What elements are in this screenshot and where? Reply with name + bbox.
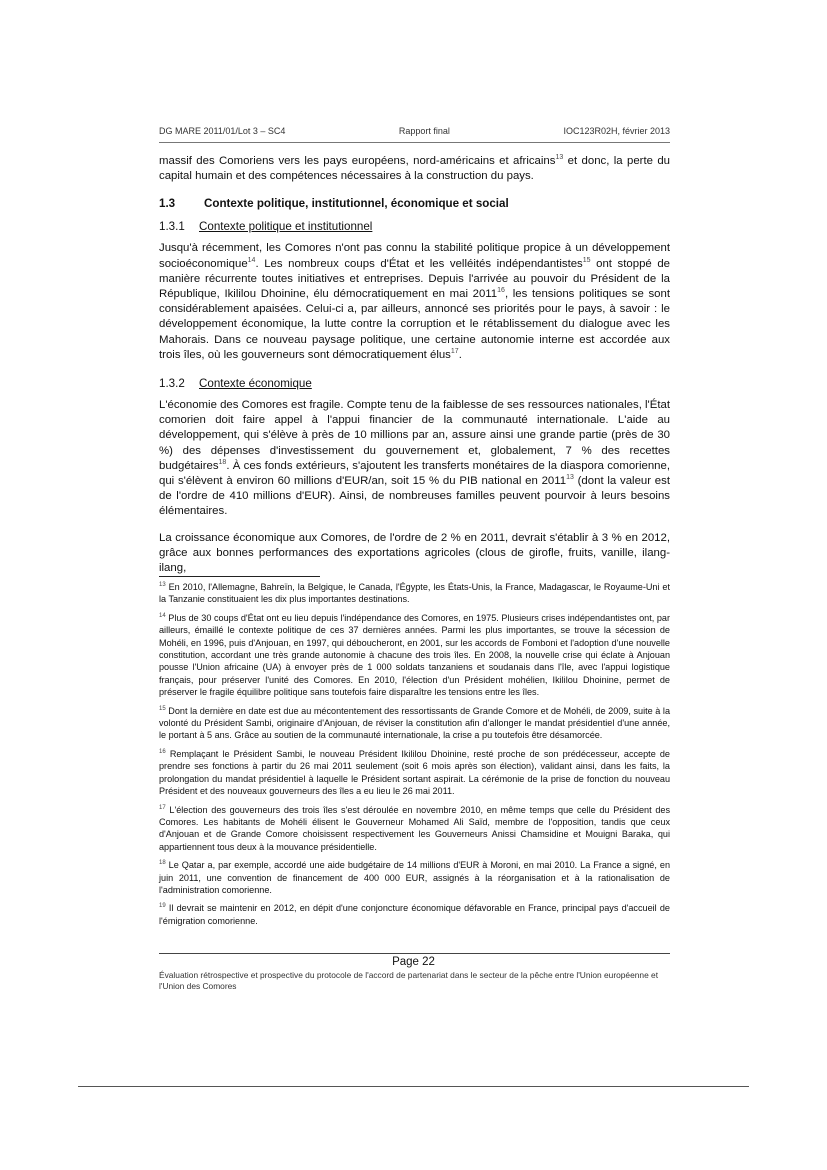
subsection-heading-political [159, 220, 670, 233]
political-paragraph: Jusqu'à récemment, les Comores n'ont pas connu la stabilité politique propice à un développement socioéconomique$^{14}$. Les nombreux coups d'État et les velléités indépendantistes$^{15}$ ont stoppé de manière récurrente toutes initiatives et entreprises. Depuis l'arrivée au pouvoir du Président de la République, Ikililou Dhoinine, élu démocratiquement en mai 2011$^{16}$, les tensions politiques se sont considérablement apaisées. Celui-ci a, par ailleurs, annoncé ses priorités pour le pays, à savoir : le développement économique, la lutte contre la corruption et le rétablissement du dialogue avec les Mahorais. Dans ce nouveau paysage politique, une certaine autonomie interne est accordée aux trois îles, où les gouverneurs sont démocratiquement élus$^{17}$. [159, 242, 670, 361]
footnote-ref[interactable]: 13 [566, 474, 574, 482]
footer-text: Évaluation rétrospective et prospective du protocole de l'accord de partenariat dans le secteur de la pêche entre l'Union européenne et l'Union des Comores [159, 970, 659, 991]
footnote: $^{13}$ En 2010, l'Allemagne, Bahreïn, la Belgique, le Canada, l'Égypte, les États-Unis, la France, Madagascar, le Royaume-Uni et la Tanzanie constituaient les dix plus importantes destinations. [159, 581, 670, 605]
section-number: 1.3 [159, 197, 176, 211]
page-number: Page 22 [392, 956, 435, 968]
subsection-title: Contexte économique [199, 377, 312, 391]
header-report-type: Rapport final [398, 126, 450, 136]
footnote-ref[interactable]: 18 [218, 459, 227, 467]
page-bottom-divider [78, 1086, 749, 1087]
economic-paragraph: L'économie des Comores est fragile. Compte tenu de la faiblesse de ses ressources nationales, l'État comorien doit faire appel à l'appui financier de la communauté internationale. L'aide au développement, qui s'élève à près de 10 millions par an, assure ainsi une grande partie (près de 30 %) des dépenses d'investissement du gouvernement et, globalement, 7 % des recettes budgétaires$^{18}$. À ces fonds extérieurs, s'ajoutent les transferts monétaires de la diaspora comorienne, qui s'élèvent à environ 60 millions d'EUR/an, soit 15 % du PIB national en 2011$^{13}$ (dont la valeur est de l'ordre de 410 millions d'EUR). Ainsi, de nombreuses familles peuvent pourvoir à leurs besoins élémentaires. [159, 399, 670, 518]
footnote: $^{15}$ Dont la dernière en date est due au mécontentement des ressortissants de Grande Comore et de Mohéli, de 2009, suite à la volonté du Président Sambi, originaire d'Anjouan, de réviser la constitution afin d'allonger le mandat présidentiel d'une année, le portant à 5 ans. Grâce au soutien de la communauté internationale, la crise a pu toutefois être désamorcée. [159, 705, 670, 741]
growth-paragraph: La croissance économique aux Comores, de l'ordre de 2 % en 2011, devrait s'établir à 3 % en 2012, grâce aux bonnes performances des exportations agricoles (clous de girofle, fruits, vanille, ilang-ilang, [159, 531, 670, 575]
running-header [159, 126, 670, 143]
footnote-ref[interactable]: 13 [555, 154, 564, 162]
footnote: $^{19}$ Il devrait se maintenir en 2012, en dépit d'une conjoncture économique défavorable en France, principal pays d'accueil de l'émigration comorienne. [159, 903, 670, 926]
header-reference: DG MARE 2011/01/Lot 3 – SC4 [159, 126, 286, 136]
section-heading [159, 197, 670, 210]
footnotes [159, 581, 670, 933]
subsection-title: Contexte politique et institutionnel [199, 220, 373, 234]
intro-paragraph: massif des Comoriens vers les pays européens, nord-américains et africains$^{13}$ et donc, la perte du capital humain et des compétences nécessaires à la construction du pays. [159, 154, 671, 183]
footnote: $^{16}$ Remplaçant le Président Sambi, le nouveau Président Ikililou Dhoinine, resté proche de son prédécesseur, accepte de prendre ses fonctions à partir du 26 mai 2011 seulement (soit 6 mois après son élection), validant ainsi, dans les faits, la prolongation du mandat présidentiel à laquelle le Président sortant aspirait. La cérémonie de la prise de fonction du nouveau Président et des nouveaux gouverneurs des îles a eu lieu le 26 mai 2011. [159, 748, 670, 797]
subsection-heading-economic [159, 377, 670, 390]
header-document-id: IOC123R02H, février 2013 [563, 126, 670, 136]
footnote-ref[interactable]: 14 [247, 256, 256, 264]
footnote: $^{18}$ Le Qatar a, par exemple, accordé une aide budgétaire de 14 millions d'EUR à Moroni, en mai 2010. La France a signé, en juin 2011, une convention de financement de 400 000 EUR, assignés à la réorganisation et à la rationalisation de l'administration comorienne. [159, 860, 670, 895]
section-title: Contexte politique, institutionnel, économique et social [204, 197, 509, 211]
footer-separator [159, 953, 670, 954]
footnote-separator [159, 576, 320, 577]
footnote: $^{14}$ Plus de 30 coups d'État ont eu lieu depuis l'indépendance des Comores, en 1975. Plusieurs crises indépendantistes ont, par ailleurs, émaillé le contexte politique de ces 37 dernières années. Parmi les plus importantes, se trouve la sécession de Mohéli, en 1996, puis d'Anjouan, en 1997, qui déboucheront, en 2001, sur les accords de Fomboni et l'adoption d'une nouvelle constitution, accordant une très grande autonomie à chacune des trois îles. En 2008, la nouvelle crise qui éclate à Anjouan pousse l'Union africaine (UA) à envoyer près de 1 000 soldats tanzaniens et soudanais dans l'île, avec l'appui logistique français, pour préserver l'unité des Comores. En 2010, l'élection d'un Président mohélien, Ikililou Dhoinine, permet de préserver le fragile équilibre politique sans toutefois faire disparaître les tensions entre les îles. [159, 612, 670, 698]
footnote: $^{17}$ L'élection des gouverneurs des trois îles s'est déroulée en novembre 2010, en même temps que celle du Président des Comores. Les habitants de Mohéli élisent le Gouverneur Mohamed Ali Saïd, membre de l'opposition, tandis que ceux d'Anjouan et de Grande Comore choisissent respectivement les Gouverneurs Anissi Chamsidine et Mouigni Baraka, qui appartiennent tous deux à la mouvance présidentielle. [159, 804, 670, 852]
subsection-number: 1.3.2 [159, 377, 185, 391]
footnote-ref[interactable]: 16 [497, 287, 505, 295]
footnote-ref[interactable]: 15 [582, 256, 591, 264]
main-text [159, 154, 670, 587]
subsection-number: 1.3.1 [159, 220, 185, 234]
footnote-ref[interactable]: 17 [450, 348, 459, 356]
